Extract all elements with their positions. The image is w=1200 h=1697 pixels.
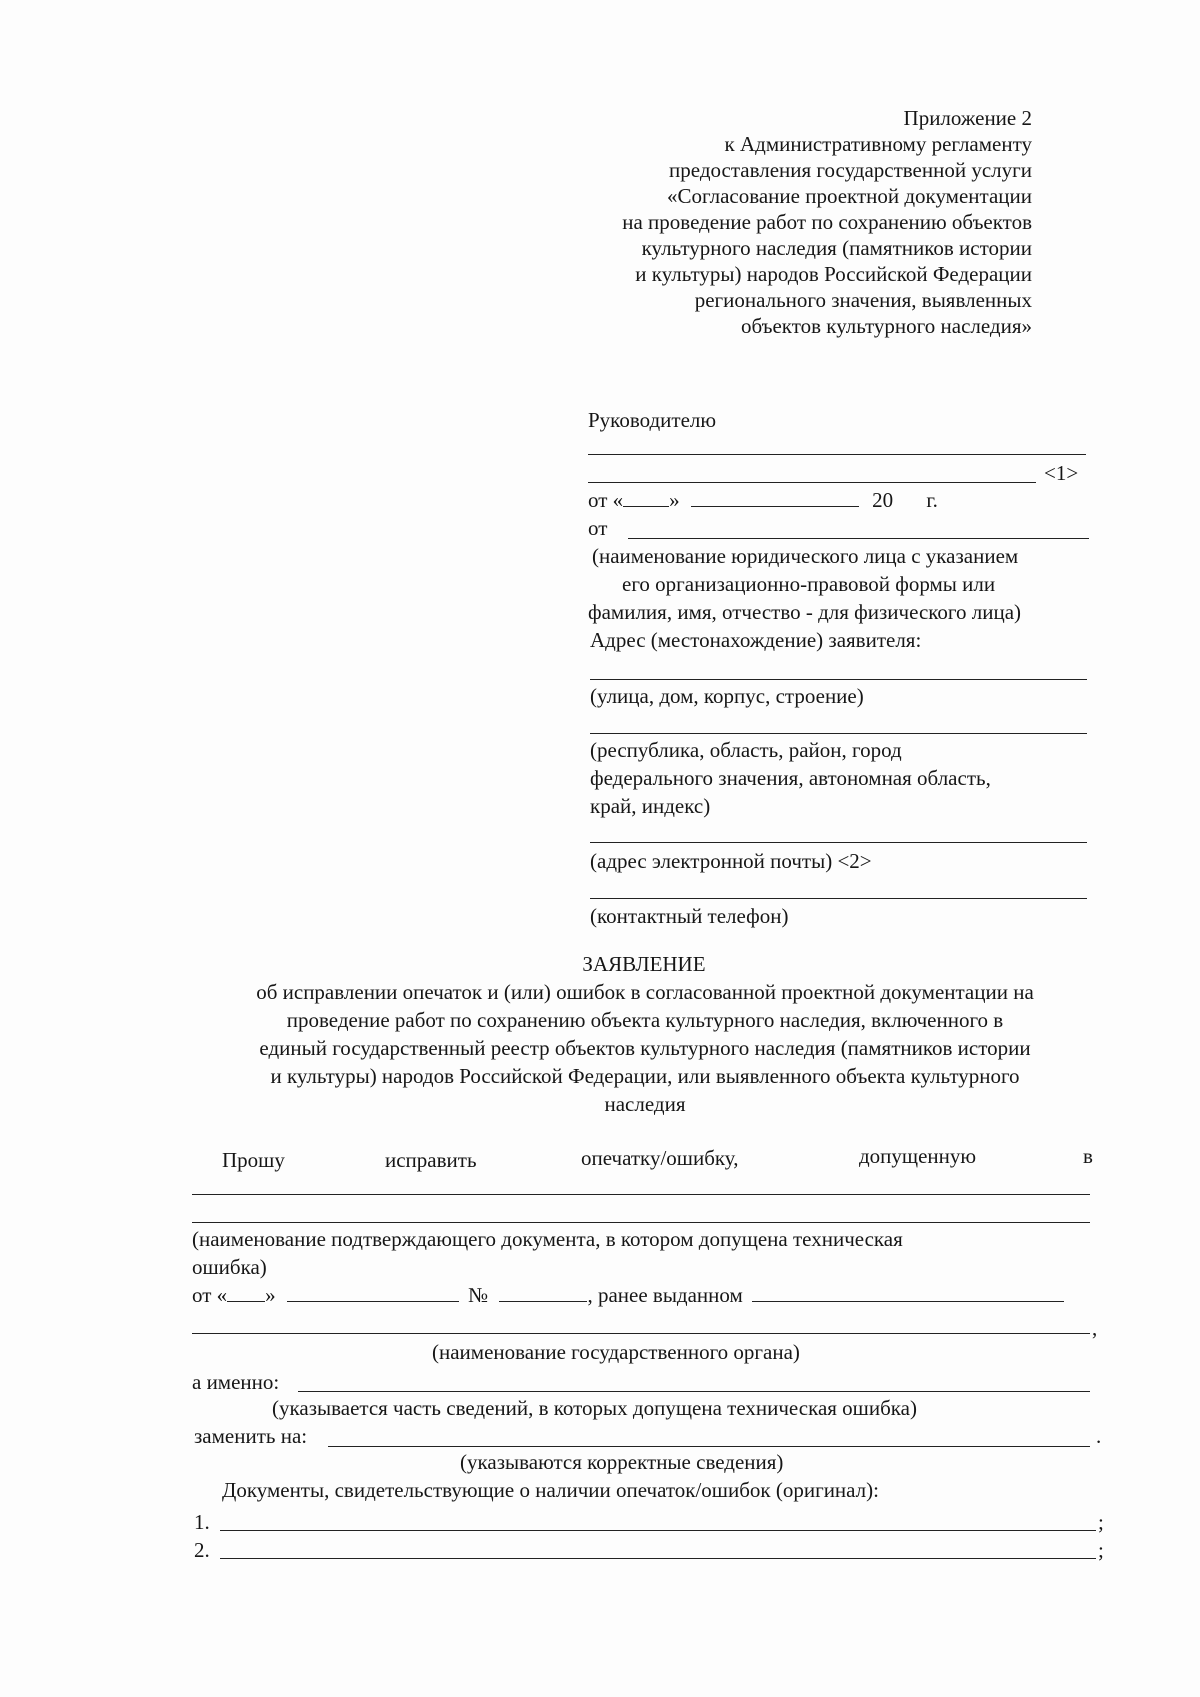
header-line-9: объектов культурного наследия» (740, 314, 1032, 338)
replace-label: заменить на: (194, 1424, 308, 1448)
authority-hint: (наименование государственного органа) (432, 1340, 800, 1364)
from-label: от (588, 516, 608, 540)
header-line-2: к Административному регламенту (724, 132, 1032, 156)
street-field[interactable] (590, 679, 1087, 680)
namely-field[interactable] (298, 1391, 1090, 1392)
request-word-3: опечатку/ошибку, (581, 1146, 739, 1170)
statement-title: ЗАЯВЛЕНИЕ (582, 952, 706, 976)
date-row (588, 488, 938, 513)
request-word-2: исправить (385, 1148, 477, 1172)
recipient-field-2[interactable] (588, 482, 1036, 483)
document-hint-2: ошибка) (192, 1255, 267, 1279)
subtitle-line-1: об исправлении опечаток и (или) ошибок в согласованной проектной документации на (256, 980, 1034, 1004)
address-label: Адрес (местонахождение) заявителя: (590, 628, 922, 652)
applicant-hint-2: его организационно-правовой формы или (622, 572, 996, 596)
number-sign: № (468, 1283, 489, 1307)
phone-hint: (контактный телефон) (590, 904, 789, 928)
date-month-field[interactable] (691, 488, 859, 507)
region-hint-3: край, индекс) (590, 794, 711, 818)
header-line-5: на проведение работ по сохранению объектов (622, 210, 1032, 234)
document-field-1[interactable] (192, 1194, 1090, 1195)
issue-day-field[interactable] (227, 1283, 265, 1302)
issue-month-field[interactable] (287, 1283, 459, 1302)
list-item-end-2: ; (1098, 1538, 1104, 1562)
document-field-2[interactable] (192, 1222, 1090, 1223)
list-item-number-2: 2. (194, 1538, 210, 1562)
replace-hint: (указываются корректные сведения) (460, 1450, 784, 1474)
recipient-field-1[interactable] (588, 454, 1086, 455)
year-suffix: г. (926, 488, 938, 512)
header-line-1: Приложение 2 (903, 106, 1032, 130)
date-day-field[interactable] (623, 488, 669, 507)
applicant-field[interactable] (628, 538, 1089, 539)
issue-row (192, 1283, 1064, 1308)
documents-label: Документы, свидетельствующие о наличии опечаток/ошибок (оригинал): (222, 1478, 879, 1502)
document-item-field-2[interactable] (220, 1558, 1096, 1559)
namely-hint: (указывается часть сведений, в которых допущена техническая ошибка) (272, 1396, 917, 1420)
street-hint: (улица, дом, корпус, строение) (590, 684, 864, 708)
date-from-label: от « (588, 488, 624, 512)
region-field[interactable] (590, 733, 1087, 734)
document-item-field-1[interactable] (220, 1530, 1096, 1531)
request-word-4: допущенную (859, 1144, 977, 1168)
issue-date-open: от « (192, 1283, 228, 1307)
header-line-3: предоставления государственной услуги (669, 158, 1032, 182)
issue-date-close: » (265, 1283, 276, 1307)
email-hint: (адрес электронной почты) <2> (590, 849, 872, 873)
list-item-number-1: 1. (194, 1510, 210, 1534)
document-number-field[interactable] (499, 1283, 587, 1302)
date-close-quote: » (669, 488, 680, 512)
issued-label: , ранее выданном (587, 1283, 743, 1307)
applicant-hint-1: (наименование юридического лица с указанием (592, 544, 1019, 568)
region-hint-1: (республика, область, район, город (590, 738, 902, 762)
list-item-end-1: ; (1098, 1510, 1104, 1534)
authority-comma: , (1092, 1316, 1098, 1340)
subtitle-line-4: и культуры) народов Российской Федерации, или выявленного объекта культурного (270, 1064, 1020, 1088)
replace-field[interactable] (328, 1446, 1090, 1447)
subtitle-line-2: проведение работ по сохранению объекта культурного наследия, включенного в (286, 1008, 1004, 1032)
region-hint-2: федерального значения, автономная область, (590, 766, 991, 790)
namely-label: а именно: (192, 1370, 280, 1394)
year-label: 20 (872, 488, 894, 512)
header-line-6: культурного наследия (памятников истории (641, 236, 1032, 260)
subtitle-line-3: единый государственный реестр объектов культурного наследия (памятников истории (259, 1036, 1031, 1060)
footnote-1-marker: <1> (1044, 461, 1079, 485)
authority-field[interactable] (192, 1333, 1090, 1334)
addressee-to: Руководителю (588, 408, 717, 432)
header-line-7: и культуры) народов Российской Федерации (635, 262, 1032, 286)
issuer-field[interactable] (752, 1283, 1064, 1302)
document-hint-1: (наименование подтверждающего документа, в котором допущена техническая (192, 1227, 903, 1251)
replace-period: . (1096, 1424, 1102, 1448)
subtitle-line-5: наследия (604, 1092, 686, 1116)
request-word-1: Прошу (222, 1148, 285, 1172)
request-word-5: в (1083, 1144, 1093, 1168)
header-line-4: «Согласование проектной документации (667, 184, 1032, 208)
phone-field[interactable] (590, 898, 1087, 899)
applicant-hint-3: фамилия, имя, отчество - для физического лица) (588, 600, 1022, 624)
email-field[interactable] (590, 842, 1087, 843)
header-line-8: регионального значения, выявленных (694, 288, 1032, 312)
